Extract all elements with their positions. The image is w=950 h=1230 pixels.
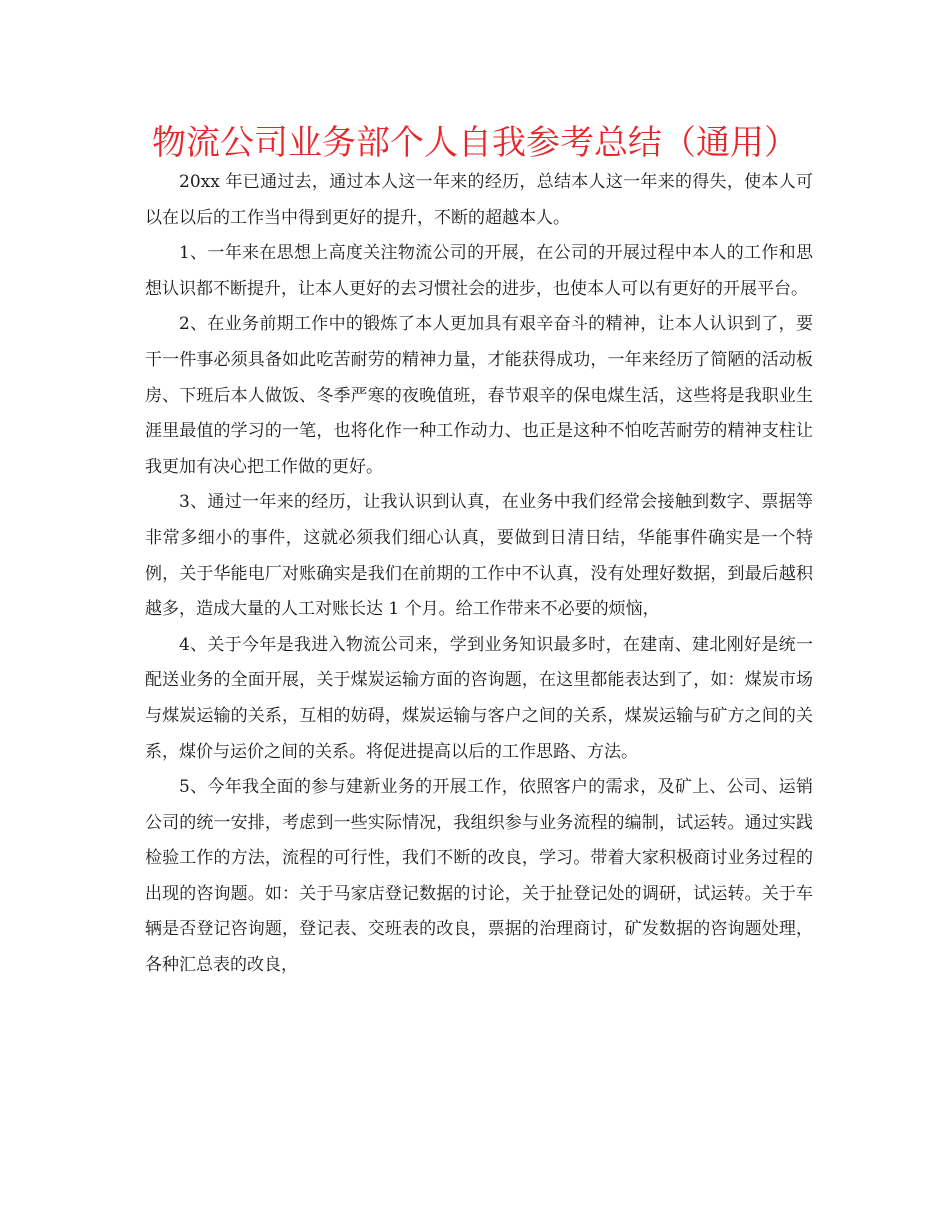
- paragraph-item-2: 2、在业务前期工作中的锻炼了本人更加具有艰辛奋斗的精神，让本人认识到了，要干一件事必须具备如此吃苦耐劳的精神力量，才能获得成功，一年来经历了简陋的活动板房、下班后本人做饭、冬季严寒的夜晚值班，春节艰辛的保电煤生活，这些将是我职业生涯里最值的学习的一笔，也将化作一种工作动力、也正是这种不怕吃苦耐劳的精神支柱让我更加有决心把工作做的更好。: [145, 314, 813, 477]
- document-title: 物流公司业务部个人自我参考总结（通用）: [152, 123, 798, 163]
- paragraph-intro: 20xx 年已通过去，通过本人这一年来的经历，总结本人这一年来的得失，使本人可以在以后的工作当中得到更好的提升，不断的超越本人。: [145, 172, 813, 228]
- paragraph-item-5: 5、今年我全面的参与建新业务的开展工作，依照客户的需求，及矿上、公司、运销公司的统一安排，考虑到一些实际情况，我组织参与业务流程的编制，试运转。通过实践检验工作的方法，流程的可行性，我们不断的改良，学习。带着大家积极商讨业务过程的出现的咨询题。如：关于马家店登记数据的讨论，关于扯登记处的调研，试运转。关于车辆是否登记咨询题，登记表、交班表的改良，票据的治理商讨，矿发数据的咨询题处理，各种汇总表的改良，: [145, 777, 813, 976]
- paragraph-item-4: 4、关于今年是我进入物流公司来，学到业务知识最多时，在建南、建北刚好是统一配送业务的全面开展，关于煤炭运输方面的咨询题，在这里都能表达到了，如：煤炭市场与煤炭运输的关系，互相的妨碍，煤炭运输与客户之间的关系，煤炭运输与矿方之间的关系，煤价与运价之间的关系。将促进提高以后的工作思路、方法。: [145, 634, 813, 762]
- paragraph-item-3: 3、通过一年来的经历，让我认识到认真，在业务中我们经常会接触到数字、票据等非常多细小的事件，这就必须我们细心认真，要做到日清日结，华能事件确实是一个特例，关于华能电厂对账确实是我们在前期的工作中不认真，没有处理好数据，到最后越积越多，造成大量的人工对账长达 1 个月。给工作带来不必要的烦恼，: [145, 492, 813, 620]
- document-body: [145, 165, 813, 984]
- paragraph-item-1: 1、一年来在思想上高度关注物流公司的开展，在公司的开展过程中本人的工作和思想认识都不断提升，让本人更好的去习惯社会的进步，也使本人可以有更好的开展平台。: [145, 243, 813, 299]
